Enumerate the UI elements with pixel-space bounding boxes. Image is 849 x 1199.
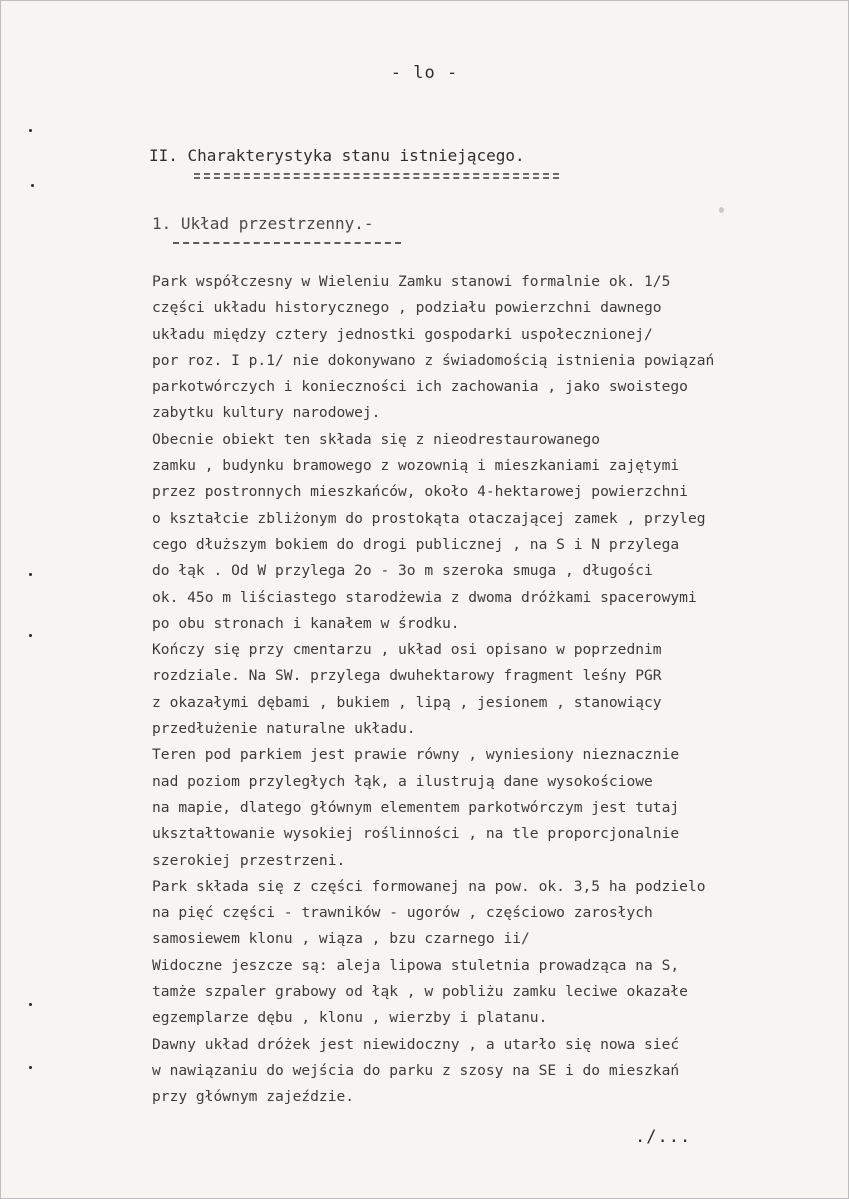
body-line: Kończy się przy cmentarzu , układ osi opisano w poprzednim — [152, 641, 662, 659]
body-line: do łąk . Od W przylega 2o - 3o m szeroka smuga , długości — [152, 562, 653, 580]
body-line: nad poziom przyległych łąk, a ilustrują dane wysokościowe — [152, 772, 653, 790]
continuation-mark: ./... — [635, 1127, 692, 1147]
body-line: w nawiązaniu do wejścia do parku z szosy na SE i do mieszkań — [152, 1061, 680, 1079]
body-line: Widoczne jeszcze są: aleja lipowa stuletnia prowadząca na S, — [152, 956, 680, 974]
margin-dot — [31, 184, 34, 187]
body-line: części układu historycznego , podziału powierzchni dawnego — [152, 299, 662, 317]
body-line: na pięć części - trawników - ugorów , częściowo zarosłych — [152, 904, 653, 922]
body-line: zamku , budynku bramowego z wozownią i mieszkaniami zajętymi — [152, 457, 680, 475]
paper-stain — [719, 207, 724, 213]
body-line: przez postronnych mieszkańców, około 4-hektarowej powierzchni — [152, 483, 688, 501]
margin-dot — [29, 129, 32, 132]
body-line: po obu stronach i kanałem w środku. — [152, 614, 460, 632]
section-title: 1. Układ przestrzenny.- — [152, 214, 374, 233]
body-line: egzemplarze dębu , klonu , wierzby i platanu. — [152, 1009, 548, 1027]
body-line: por roz. I p.1/ nie dokonywano z świadomością istnienia powiązań — [152, 351, 715, 369]
body-text — [152, 269, 842, 1111]
body-line: rozdziale. Na SW. przylega dwuhektarowy fragment leśny PGR — [152, 667, 662, 685]
body-line: Park składa się z części formowanej na pow. ok. 3,5 ha podzielo — [152, 877, 706, 895]
chapter-title: II. Charakterystyka stanu istniejącego. — [149, 146, 525, 165]
margin-dot — [29, 1003, 32, 1006]
body-line: parkotwórczych i konieczności ich zachowania , jako swoistego — [152, 378, 688, 396]
body-line: Obecnie obiekt ten składa się z nieodrestaurowanego — [152, 430, 601, 448]
body-line: z okazałymi dębami , bukiem , lipą , jesionem , stanowiący — [152, 693, 662, 711]
body-line: szerokiej przestrzeni. — [152, 851, 346, 869]
margin-dot — [29, 573, 32, 576]
body-line: cego dłuższym bokiem do drogi publicznej , na S i N przylega — [152, 535, 680, 553]
section-title-underline — [173, 242, 401, 244]
body-line: układu między cztery jednostki gospodarki uspołecznionej/ — [152, 325, 653, 343]
body-line: na mapie, dlatego głównym elementem parkotwórczym jest tutaj — [152, 798, 680, 816]
body-line: Teren pod parkiem jest prawie równy , wyniesiony nieznacznie — [152, 746, 680, 764]
body-line: ukształtowanie wysokiej roślinności , na tle proporcjonalnie — [152, 825, 680, 843]
chapter-title-underline — [194, 173, 559, 179]
body-line: zabytku kultury narodowej. — [152, 404, 381, 422]
margin-dot — [29, 634, 32, 637]
body-line: samosiewem klonu , wiąza , bzu czarnego ii/ — [152, 930, 530, 948]
body-line: Dawny układ dróżek jest niewidoczny , a utarło się nowa sieć — [152, 1035, 680, 1053]
margin-dot — [29, 1066, 32, 1069]
page-number: - lo - — [390, 63, 459, 83]
body-line: ok. 45o m liściastego starodżewia z dwoma dróżkami spacerowymi — [152, 588, 697, 606]
body-line: przedłużenie naturalne układu. — [152, 720, 416, 738]
body-line: przy głównym zajeździe. — [152, 1088, 355, 1106]
body-line: o kształcie zbliżonym do prostokąta otaczającej zamek , przyleg — [152, 509, 706, 527]
body-line: tamże szpaler grabowy od łąk , w pobliżu zamku leciwe okazałe — [152, 983, 688, 1001]
body-line: Park współczesny w Wieleniu Zamku stanowi formalnie ok. 1/5 — [152, 273, 671, 290]
